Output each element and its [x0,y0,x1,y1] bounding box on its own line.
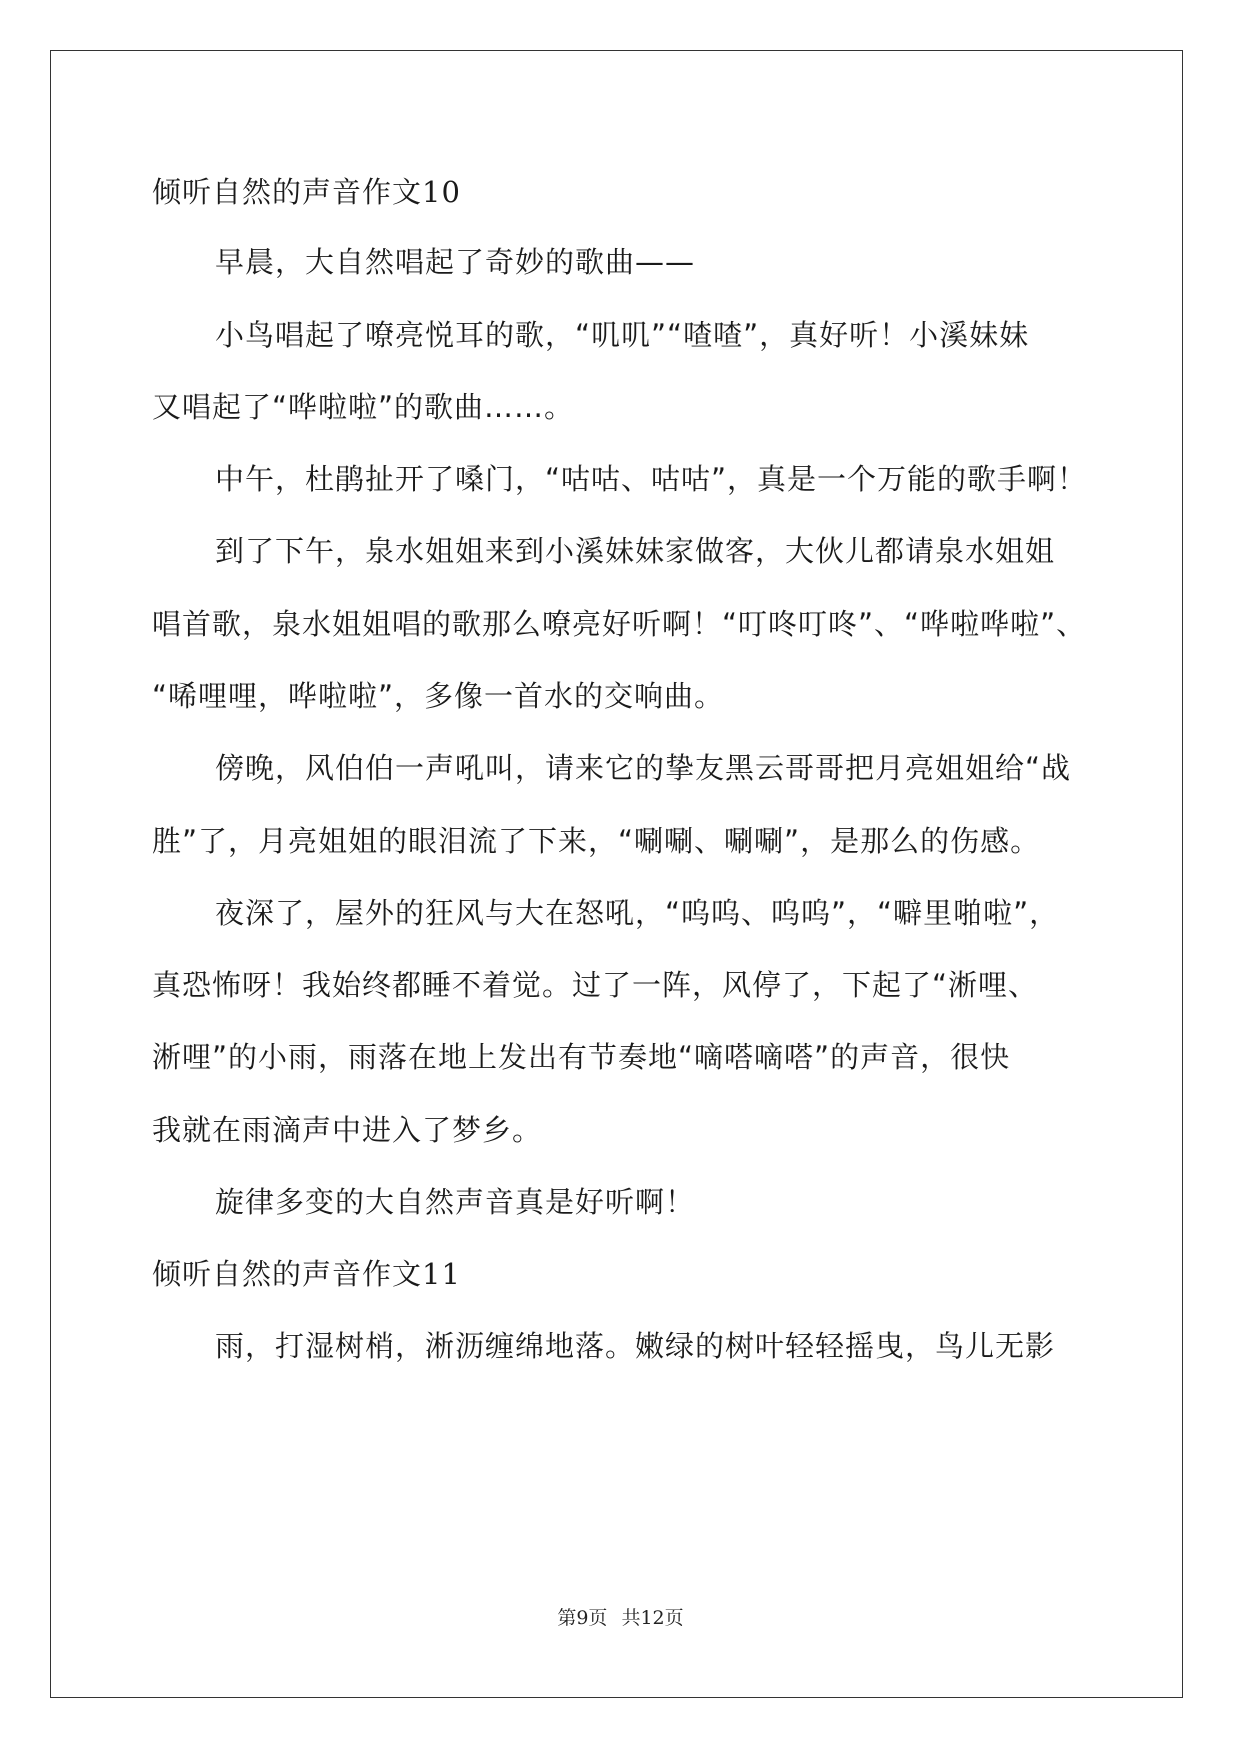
paragraph-line: 旋律多变的大自然声音真是好听啊！ [215,1185,696,1219]
paragraph-line: 小鸟唱起了嘹亮悦耳的歌，“叽叽”“喳喳”，真好听！小溪妹妹 [215,318,1030,352]
paragraph-line: 我就在雨滴声中进入了梦乡。 [152,1113,543,1147]
paragraph-line: 胜”了，月亮姐姐的眼泪流了下来，“唰唰、唰唰”，是那么的伤感。 [152,824,1041,858]
paragraph-line: 夜深了，屋外的狂风与大在怒吼，“呜呜、呜呜”，“噼里啪啦”， [215,896,1060,930]
page-border [50,50,1183,1698]
paragraph-line: 淅哩”的小雨，雨落在地上发出有节奏地“嘀嗒嘀嗒”的声音，很快 [152,1040,1011,1074]
paragraph-line: 傍晚，风伯伯一声吼叫，请来它的挚友黑云哥哥把月亮姐姐给“战 [215,751,1072,785]
paragraph-line: 真恐怖呀！我始终都睡不着觉。过了一阵，风停了，下起了“淅哩、 [152,968,1039,1002]
paragraph-line: 雨，打湿树梢，淅沥缠绵地落。嫩绿的树叶轻轻摇曳，鸟儿无影 [215,1329,1056,1363]
paragraph-line: 中午，杜鹃扯开了嗓门，“咕咕、咕咕”，真是一个万能的歌手啊！ [215,462,1088,496]
paragraph-line: 唱首歌，泉水姐姐唱的歌那么嘹亮好听啊！“叮咚叮咚”、“哗啦哗啦”、 [152,607,1087,641]
paragraph-line: 到了下午，泉水姐姐来到小溪妹妹家做客，大伙儿都请泉水姐姐 [215,534,1056,568]
essay-title-10: 倾听自然的声音作文10 [152,175,461,209]
paragraph-line: “唏哩哩，哗啦啦”，多像一首水的交响曲。 [152,679,725,713]
essay-title-11: 倾听自然的声音作文11 [152,1257,461,1291]
paragraph-line: 又唱起了“哗啦啦”的歌曲……。 [152,390,575,424]
paragraph-line: 早晨，大自然唱起了奇妙的歌曲—— [215,245,696,279]
page-number-footer: 第9页 共12页 [557,1607,684,1629]
